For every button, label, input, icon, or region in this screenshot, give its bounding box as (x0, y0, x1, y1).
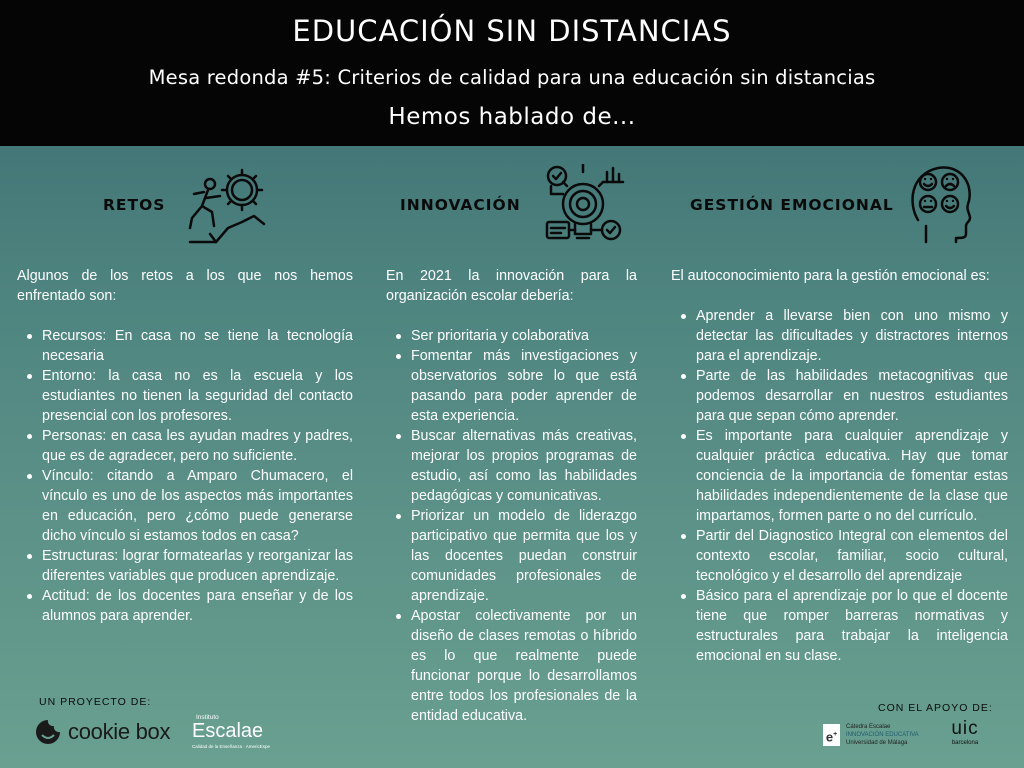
escalae-logo (190, 714, 280, 750)
cookiebox-logo (34, 715, 184, 749)
escalae-sub-text: Calidad de la Enseñanza · AmericEspe (192, 744, 271, 749)
escalae-main-text: Escalae (192, 720, 264, 742)
column-gestion-emocional (671, 266, 1008, 666)
catedra-line3: Universidad de Málaga (846, 740, 908, 746)
lightbulb-innovation-icon (543, 164, 627, 246)
catedra-e-icon: e+ (823, 724, 840, 746)
uic-logo (945, 718, 985, 752)
list-item: Actitud: de los docentes para enseñar y de los alumnos para aprender. (17, 586, 353, 626)
page-subtitle: Mesa redonda #5: Criterios de calidad para una educación sin distancias (148, 66, 876, 89)
person-climbing-gear-icon (186, 168, 268, 246)
retos-intro: Algunos de los retos a los que nos hemos enfrentado son: (17, 268, 353, 304)
list-item: Ser prioritaria y colaborativa (386, 326, 637, 346)
list-item: Estructuras: lograr formatearlas y reorganizar las diferentes variables que producen aprendizaje. (17, 546, 353, 586)
project-label: UN PROYECTO DE: (39, 696, 152, 708)
heading-gestion-emocional: GESTIÓN EMOCIONAL (690, 196, 894, 214)
escalae-top-text: Instituto (196, 714, 219, 721)
gestion-list (671, 306, 1008, 666)
catedra-line1: Cátedra Escalae (846, 724, 891, 730)
list-item: Priorizar un modelo de liderazgo participativo que permita que los y las docentes puedan construir comunidades profesionales de aprendizaje. (386, 506, 637, 606)
column-innovacion (386, 266, 637, 726)
list-item: Partir del Diagnostico Integral con elementos del contexto escolar, familiar, socio cultural, tecnológico y el desarrollo del aprendizaje (671, 526, 1008, 586)
support-label: CON EL APOYO DE: (878, 702, 993, 714)
heading-retos: RETOS (103, 196, 166, 214)
page-tagline: Hemos hablado de... (388, 104, 636, 130)
catedra-logo (820, 722, 945, 752)
list-item: Buscar alternativas más creativas, mejorar los propios programas de estudio, así como las habilidades pedagógicas y comunicativas. (386, 426, 637, 506)
uic-sub-text: barcelona (951, 740, 979, 746)
retos-list (17, 326, 353, 626)
innovacion-intro: En 2021 la innovación para la organización escolar debería: (386, 268, 637, 304)
list-item: Fomentar más investigaciones y observatorios sobre lo que está pasando para poder aprender de esta experiencia. (386, 346, 637, 426)
list-item: Entorno: la casa no es la escuela y los estudiantes no tienen la seguridad del contacto presencial con los profesores. (17, 366, 353, 426)
list-item: Recursos: En casa no se tiene la tecnología necesaria (17, 326, 353, 366)
column-retos (17, 266, 353, 626)
uic-main-text: uic (951, 718, 979, 739)
header-banner (0, 0, 1024, 146)
list-item: Personas: en casa les ayudan madres y padres, que es de agradecer, pero no suficiente. (17, 426, 353, 466)
page-title: EDUCACIÓN SIN DISTANCIAS (292, 14, 732, 48)
heading-innovacion: INNOVACIÓN (400, 196, 521, 214)
gestion-intro: El autoconocimiento para la gestión emocional es: (671, 268, 990, 284)
list-item: Básico para el aprendizaje por lo que el docente tiene que romper barreras normativas y estructurales para trabajar la inteligencia emocional en su clase. (671, 586, 1008, 666)
cookie-icon (34, 718, 62, 746)
cookiebox-text: cookie box (68, 719, 171, 744)
list-item: Apostar colectivamente por un diseño de clases remotas o híbrido es lo que realmente puede funcionar porque lo desarrollamos entre todos los profesionales de la entidad educativa. (386, 606, 637, 726)
catedra-line2: INNOVACIÓN EDUCATIVA (846, 732, 919, 738)
head-emotions-icon (908, 164, 974, 244)
list-item: Es importante para cualquier aprendizaje y cualquier práctica educativa. Hay que tomar conciencia de la importancia de fomentar estas habilidades independientemente de la clase que impartamos, formen parte o no del currículo. (671, 426, 1008, 526)
list-item: Aprender a llevarse bien con uno mismo y detectar las dificultades y distractores internos para el aprendizaje. (671, 306, 1008, 366)
list-item: Parte de las habilidades metacognitivas que podemos desarrollar en nuestros estudiantes para que sepan cómo aprender. (671, 366, 1008, 426)
list-item: Vínculo: citando a Amparo Chumacero, el vínculo es uno de los aspectos más importantes en educación, pero ¿cómo puede generarse dicho vínculo si estamos todos en casa? (17, 466, 353, 546)
innovacion-list (386, 326, 637, 726)
